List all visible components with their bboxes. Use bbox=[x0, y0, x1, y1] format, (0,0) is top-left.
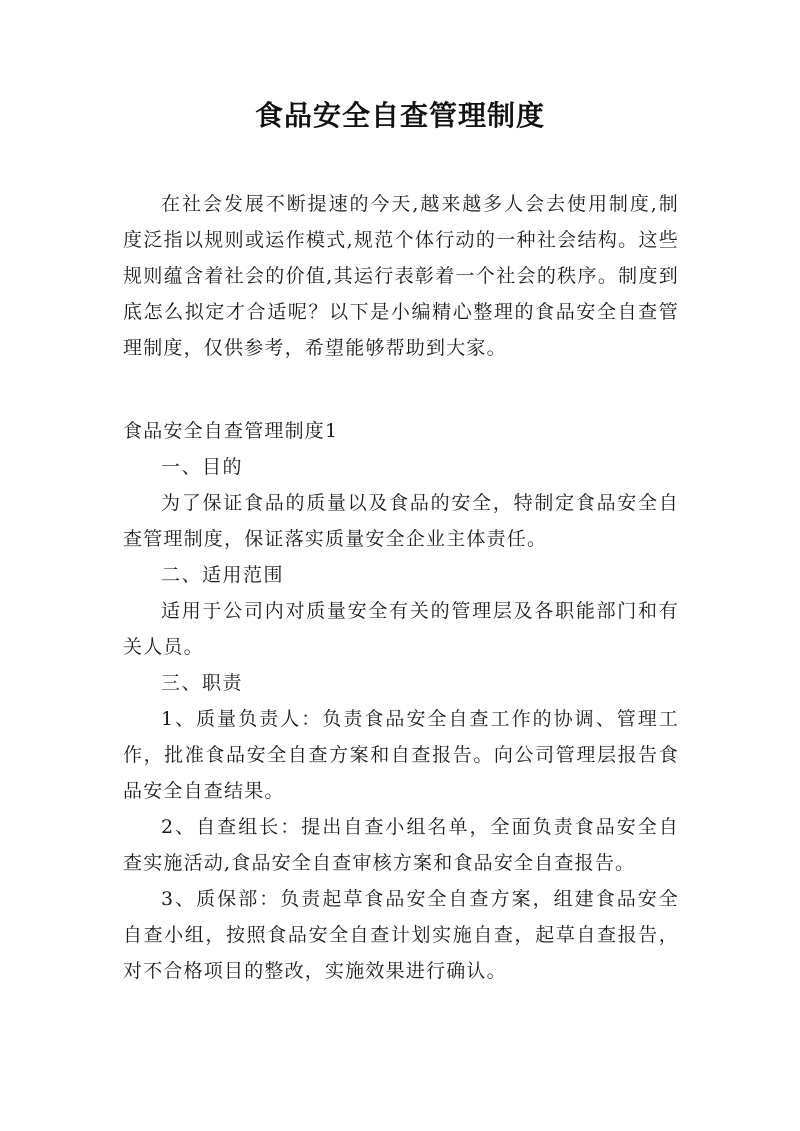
scope-heading: 二、适用范围 bbox=[161, 564, 285, 586]
purpose-paragraph: 为了保证食品的质量以及食品的安全，特制定食品安全自查管理制度，保证落实质量安全企业主体责任。 bbox=[123, 492, 679, 550]
scope-paragraph: 适用于公司内对质量安全有关的管理层及各职能部门和有关人员。 bbox=[123, 600, 679, 658]
section-heading: 食品安全自查管理制度1 bbox=[123, 420, 339, 442]
duty-paragraph-1: 1、质量负责人：负责食品安全自查工作的协调、管理工作，批准食品安全自查方案和自查报告。向公司管理层报告食品安全自查结果。 bbox=[123, 708, 679, 802]
duty-paragraph-2: 2、自查组长：提出自查小组名单，全面负责食品安全自查实施活动,食品安全自查审核方案和食品安全自查报告。 bbox=[123, 816, 679, 874]
document-title: 食品安全自查管理制度 bbox=[254, 99, 545, 132]
section-1 bbox=[123, 413, 679, 989]
intro-paragraph: 在社会发展不断提速的今天,越来越多人会去使用制度,制度泛指以规则或运作模式,规范个体行动的一种社会结构。这些规则蕴含着社会的价值,其运行表彰着一个社会的秩序。制度到底怎么拟定才合适呢？以下是小编精心整理的食品安全自查管理制度，仅供参考，希望能够帮助到大家。 bbox=[123, 193, 679, 359]
duties-heading: 三、职责 bbox=[161, 672, 244, 694]
duty-paragraph-3: 3、质保部：负责起草食品安全自查方案，组建食品安全自查小组，按照食品安全自查计划实施自查，起草自查报告，对不合格项目的整改，实施效果进行确认。 bbox=[123, 888, 679, 982]
purpose-heading: 一、目的 bbox=[161, 456, 244, 478]
